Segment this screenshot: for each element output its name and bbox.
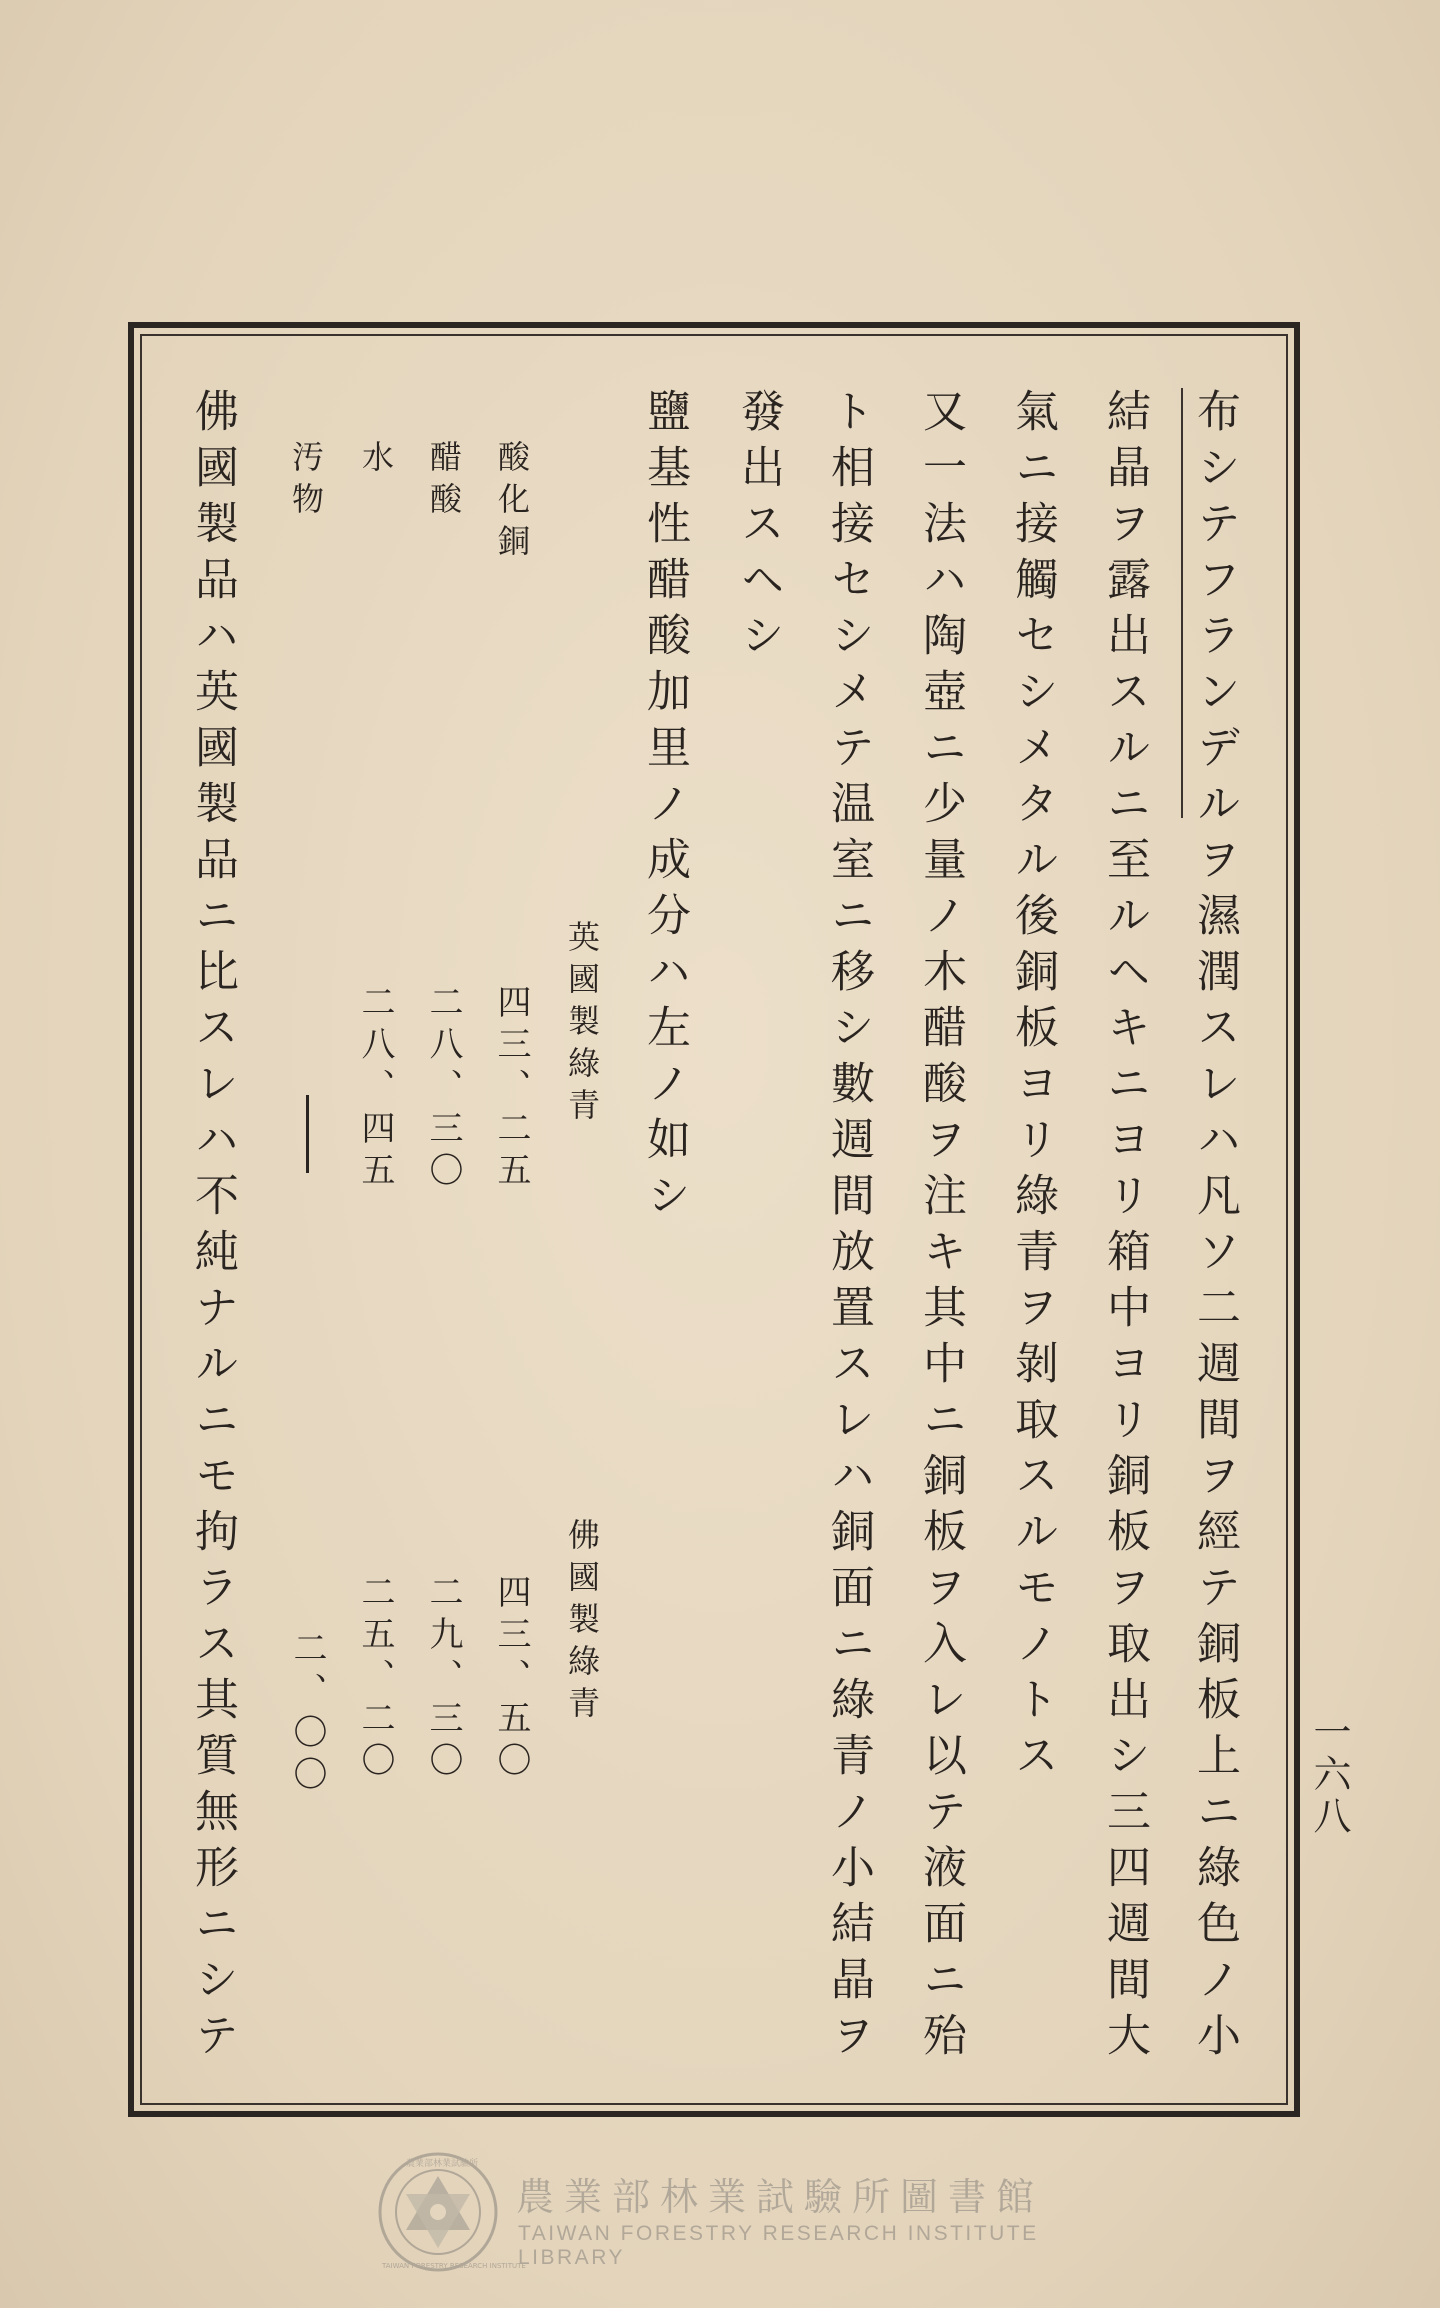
table-value-french: 四三、五〇: [491, 1574, 531, 1784]
text-column-6: 發出スヘシ: [733, 388, 784, 668]
table-value-english: 二八、三〇: [423, 984, 463, 1194]
text-column-7: 鹽基性醋酸加里ノ成分ハ左ノ如シ: [639, 388, 690, 1228]
table-header-english: 英國製綠青: [563, 920, 601, 1130]
table-value-french: 二、〇〇: [287, 1630, 327, 1798]
table-header-french: 佛國製綠青: [563, 1518, 601, 1728]
watermark-title: 農業部林業試驗所圖書館: [516, 2175, 1045, 2219]
text-column-final: 佛國製品ハ英國製品ニ比スレハ不純ナルニモ拘ラス其質無形ニシテ: [187, 388, 238, 2068]
table-value-english: 二八、四五: [355, 984, 395, 1194]
seal-bottom-text: TAIWAN FORESTRY RESEARCH INSTITUTE: [382, 2262, 526, 2270]
seal-top-text: 農業部林業試驗所: [406, 2159, 479, 2169]
library-watermark: [376, 2150, 1076, 2290]
text-column-3: 氣ニ接觸セシメタル後銅板ヨリ綠青ヲ剝取スルモノトス: [1007, 388, 1058, 1788]
table-value-english: 四三、二五: [491, 984, 531, 1194]
table-row-label: 水: [357, 440, 395, 482]
text-column-5: ト相接セシメテ温室ニ移シ數週間放置スレハ銅面ニ綠青ノ小結晶ヲ: [823, 388, 874, 2068]
table-value-french: 二五、二〇: [355, 1574, 395, 1784]
proper-noun-sideline: [1181, 388, 1183, 818]
table-row-label: 酸化銅: [493, 440, 531, 566]
watermark-subtitle: TAIWAN FORESTRY RESEARCH INSTITUTE LIBRARY: [518, 2222, 1039, 2269]
table-value-french: 二九、三〇: [423, 1574, 463, 1784]
text-column-1: 布シテフランデルヲ濕潤スレハ凡ソ二週間ヲ經テ銅板上ニ綠色ノ小: [1189, 388, 1240, 2068]
table-empty-dash: [306, 1095, 309, 1173]
page-number: 一六八: [1307, 1712, 1351, 1838]
text-column-4: 又一法ハ陶壺ニ少量ノ木醋酸ヲ注キ其中ニ銅板ヲ入レ以テ液面ニ殆: [915, 388, 966, 2068]
table-row-label: 醋酸: [425, 440, 463, 524]
text-column-2: 結晶ヲ露出スルニ至ルヘキニヨリ箱中ヨリ銅板ヲ取出シ三四週間大: [1099, 388, 1150, 2068]
table-row-label: 汚物: [287, 440, 325, 524]
